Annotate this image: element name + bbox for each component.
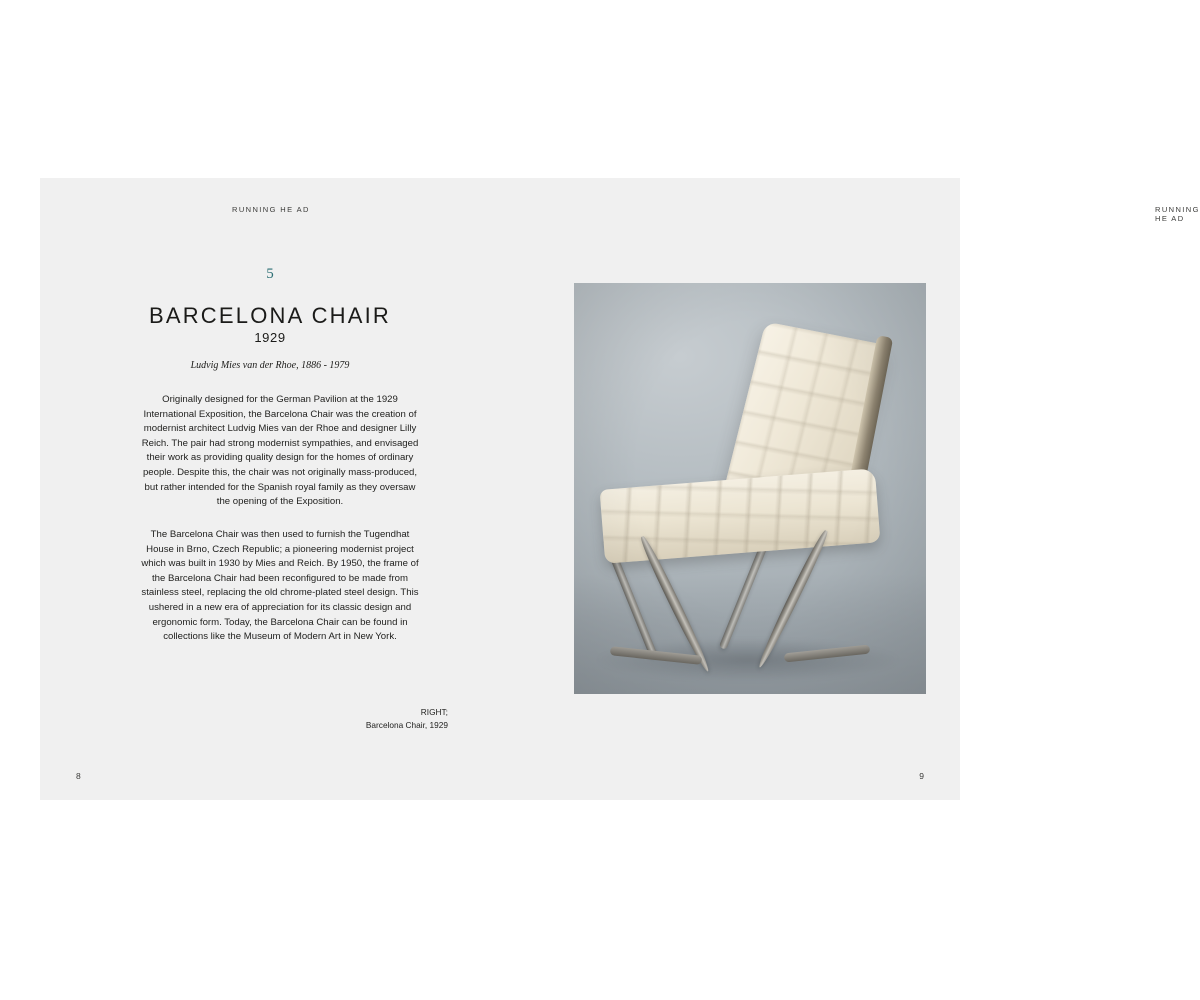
- barcelona-chair-photo: [574, 283, 926, 694]
- running-head-left: RUNNING HE AD: [232, 205, 310, 214]
- designer-attribution: Ludvig Mies van der Rhoe, 1886 - 1979: [190, 360, 350, 371]
- figure-caption: [180, 706, 448, 732]
- chapter-year: 1929: [254, 330, 286, 345]
- page-title: BARCELONA CHAIR: [148, 303, 392, 328]
- caption-text: Barcelona Chair, 1929: [365, 720, 448, 730]
- left-page: [40, 178, 500, 800]
- body-paragraph-1: Originally designed for the German Pavilion at the 1929 International Exposition, the Barcelona Chair was the creation of modernist architect Ludvig Mies van der Rhoe and designer Lilly Reich. The pair had strong modernist sympathies, and envisaged their work as providing quality design for the homes of ordinary people. Despite this, the chair was not originally mass-produced, but rather intended for the Spanish royal family as they oversaw the opening of the Exposition.: [141, 394, 419, 508]
- body-paragraph-2: The Barcelona Chair was then used to furnish the Tugendhat House in Brno, Czech Republic; a pioneering modernist project which was built in 1930 by Mies and Reich. By 1950, the frame of the Barcelona Chair had been reconfigured to be made from stainless steel, replacing the old chrome-plated steel design. This ushered in a new era of appreciation for its classic design and ergonomic form. Today, the Barcelona Chair can be found in collections like the Museum of Modern Art in New York.: [141, 529, 419, 643]
- caption-label: RIGHT;: [420, 707, 448, 717]
- folio-right: 9: [919, 771, 924, 781]
- running-head-right: RUNNING HE AD: [1155, 205, 1200, 223]
- folio-left: 8: [76, 771, 81, 781]
- right-page: [500, 178, 1200, 800]
- book-spread: [40, 178, 1200, 800]
- photo-vignette: [574, 283, 926, 694]
- chapter-number: 5: [266, 266, 274, 282]
